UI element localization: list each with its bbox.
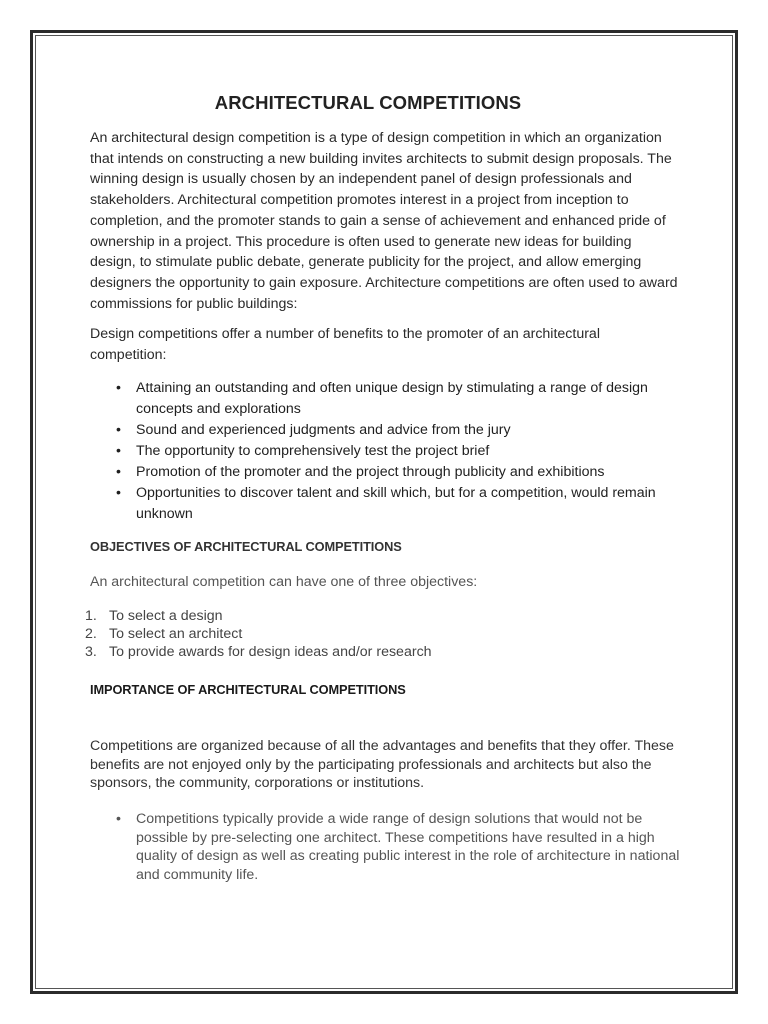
list-number: 3. xyxy=(85,644,97,661)
benefit-text: Attaining an outstanding and often unique design by stimulating a range of design concepts and explorations xyxy=(136,379,648,417)
benefits-intro: Design competitions offer a number of benefits to the promoter of an architectural competition: xyxy=(90,326,600,364)
bullet-icon: • xyxy=(116,379,121,396)
list-item xyxy=(85,626,680,644)
list-item xyxy=(116,378,680,420)
document-body xyxy=(85,92,680,884)
list-number: 2. xyxy=(85,626,97,643)
objectives-heading: OBJECTIVES OF ARCHITECTURAL COMPETITIONS xyxy=(90,538,402,554)
benefit-text: The opportunity to comprehensively test the project brief xyxy=(136,442,490,459)
importance-heading: IMPORTANCE OF ARCHITECTURAL COMPETITIONS xyxy=(90,681,406,697)
objectives-list xyxy=(85,608,680,661)
bullet-icon: • xyxy=(116,810,121,827)
objective-text: To select an architect xyxy=(109,626,243,643)
list-item xyxy=(116,462,680,483)
importance-text: Competitions typically provide a wide range of design solutions that would not be possible by pre-selecting one architect. These competitions have resulted in a high quality of design as well as creating public interest in the role of architecture in national and community life. xyxy=(136,810,680,883)
bullet-icon: • xyxy=(116,463,121,480)
list-item xyxy=(85,644,680,662)
benefit-text: Sound and experienced judgments and advice from the jury xyxy=(136,421,511,438)
document-title: ARCHITECTURAL COMPETITIONS xyxy=(214,92,522,113)
benefit-text: Promotion of the promoter and the project through publicity and exhibitions xyxy=(136,463,605,480)
list-item xyxy=(116,441,680,462)
bullet-icon: • xyxy=(116,442,121,459)
list-item xyxy=(116,420,680,441)
objective-text: To provide awards for design ideas and/or research xyxy=(109,644,432,661)
list-item xyxy=(85,608,680,626)
objectives-intro: An architectural competition can have one of three objectives: xyxy=(90,573,478,590)
intro-paragraph: An architectural design competition is a type of design competition in which an organization that intends on constructing a new building invites architects to submit design proposals. The winning design is usually chosen by an independent panel of design professionals and stakeholders. Architectural competition promotes interest in a project from inception to completion, and the promoter stands to gain a sense of achievement and enhanced pride of ownership in a project. This procedure is often used to generate new ideas for building design, to stimulate public debate, generate publicity for the project, and allow emerging designers the opportunity to gain exposure. Architecture competitions are often used to award commissions for public buildings: xyxy=(90,130,678,312)
list-item xyxy=(116,810,680,884)
bullet-icon: • xyxy=(116,484,121,501)
importance-paragraph: Competitions are organized because of all the advantages and benefits that they offer. These benefits are not enjoyed only by the participating professionals and architects but also the sponsors, the community, corporations or institutions. xyxy=(90,737,674,792)
list-number: 1. xyxy=(85,608,97,625)
objective-text: To select a design xyxy=(109,608,223,625)
importance-list xyxy=(90,810,680,884)
list-item xyxy=(116,483,680,525)
benefit-text: Opportunities to discover talent and skill which, but for a competition, would remain unknown xyxy=(136,484,656,522)
bullet-icon: • xyxy=(116,421,121,438)
benefits-list xyxy=(90,378,680,525)
